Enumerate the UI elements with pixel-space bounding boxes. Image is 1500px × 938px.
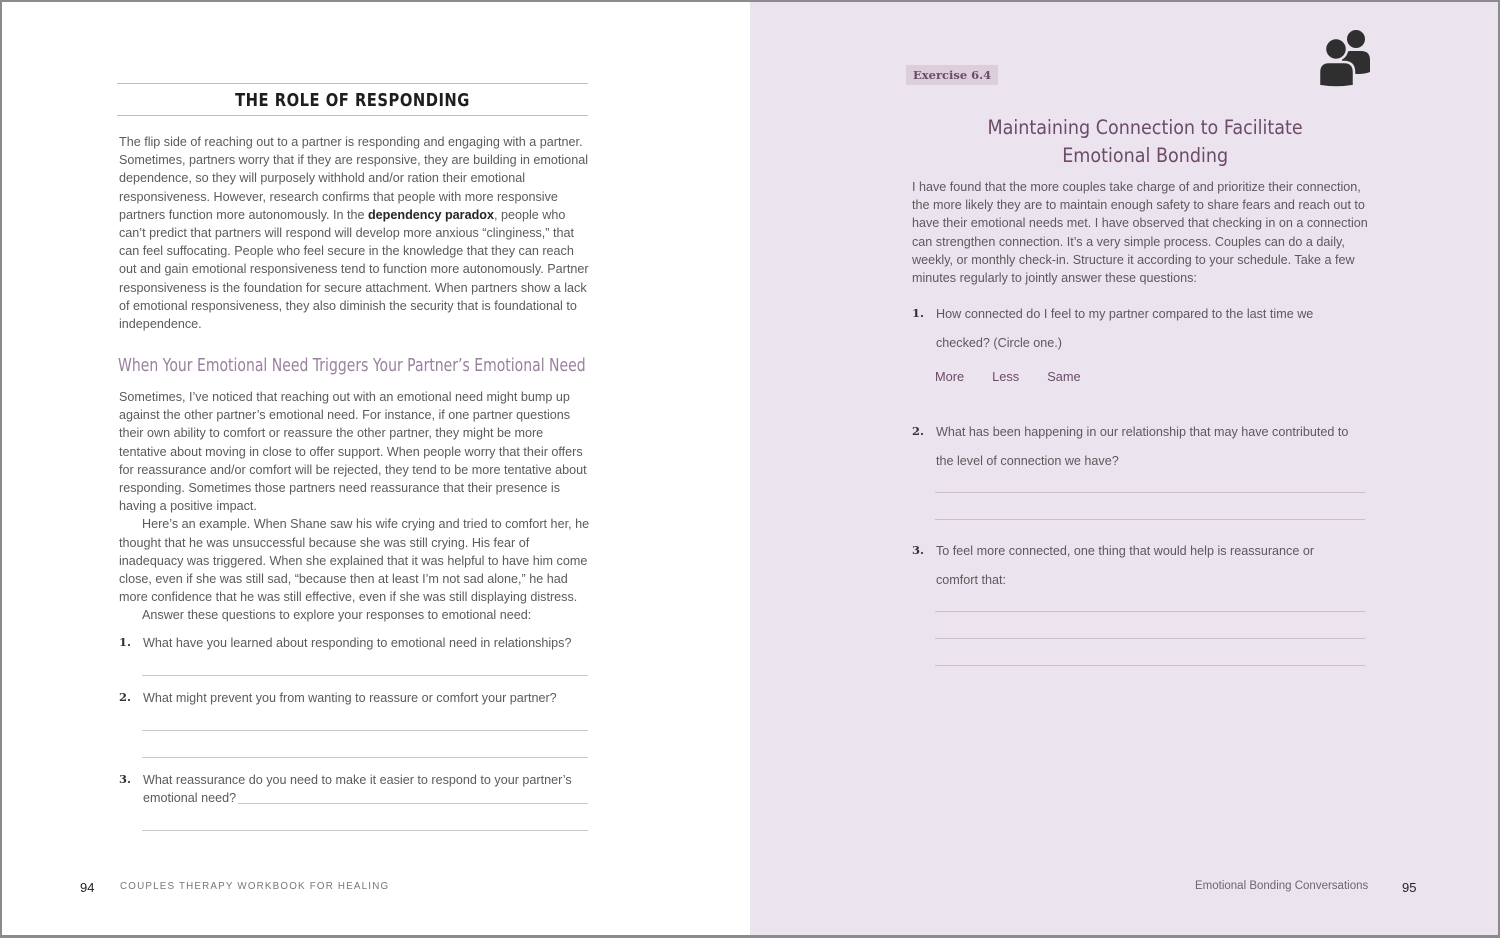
book-spread	[2, 2, 1498, 935]
right-question-2	[912, 418, 1367, 475]
body-paragraphs	[119, 388, 591, 625]
question-text: What has been happening in our relationship that may have contributed to the level of connection we have?	[936, 425, 1349, 468]
paragraph-dependency-paradox	[119, 133, 591, 333]
answer-line[interactable]	[142, 757, 588, 758]
answer-line[interactable]	[935, 492, 1365, 493]
question-text-content: What reassurance do you need to make it easier to respond to your partner’s emotional need?	[143, 773, 572, 806]
answer-line[interactable]	[142, 830, 588, 831]
left-question-2	[119, 689, 591, 707]
answer-line-inline[interactable]	[238, 803, 588, 804]
choice-more[interactable]: More	[935, 369, 965, 384]
paragraph-text: The flip side of reaching out to a partner is responding and engaging with a partner. Sometimes, partners worry that if they are responsive, they are building in emotional dependence, so they will purposely withhold and/or ration their emotional responsiveness. However, research confirms that people with more responsive partners function more autonomously. In the	[119, 135, 588, 222]
running-head-right: Emotional Bonding Conversations	[1195, 880, 1369, 892]
answer-line[interactable]	[935, 665, 1365, 666]
question-number: 1.	[119, 635, 132, 649]
page-number-left: 94	[80, 880, 95, 895]
left-page	[2, 2, 750, 935]
people-icon	[1314, 24, 1378, 88]
question-text: What might prevent you from wanting to reassure or comfort your partner?	[143, 691, 557, 705]
choice-options	[935, 369, 1081, 384]
exercise-title-line-1: Maintaining Connection to Facilitate	[987, 116, 1303, 139]
question-text: What have you learned about responding to emotional need in relationships?	[143, 636, 572, 650]
section-heading: THE ROLE OF RESPONDING	[235, 90, 470, 111]
question-number: 1.	[912, 306, 925, 320]
paragraph-emotional-need: Sometimes, I’ve noticed that reaching out with an emotional need might bump up against the other partner’s emotional need. For instance, if one partner questions their own ability to comfort or reassure the other partner, they might be more tentative about moving in close to offer support. When people worry that their offers for reassurance and/or comfort will be rejected, they tend to be more tentative about responding. Sometimes those partners need reassurance that their presence is having a positive impact.	[119, 390, 587, 514]
page-number-right: 95	[1402, 880, 1417, 895]
paragraph-text: , people who can’t predict that partners will respond will develop more anxious “clinginess,” that can feel suffocating. People who feel secure in the knowledge that they can reach out and gain emotional responsiveness tend to function more autonomously. Partner responsiveness is the foundation for secure attachment. When partners show a lack of emotional responsiveness, they also diminish the security that is foundational to independence.	[119, 207, 589, 332]
choice-same[interactable]: Same	[1047, 369, 1081, 384]
question-number: 2.	[119, 690, 132, 704]
question-text: How connected do I feel to my partner compared to the last time we checked? (Circle one.)	[936, 307, 1314, 350]
choice-less[interactable]: Less	[992, 369, 1020, 384]
left-question-3	[119, 771, 591, 807]
answer-line[interactable]	[935, 519, 1365, 520]
question-text	[143, 771, 591, 807]
exercise-label: Exercise 6.4	[906, 65, 998, 85]
right-question-3	[912, 537, 1352, 594]
exercise-title	[920, 114, 1370, 170]
question-number: 2.	[912, 424, 925, 438]
question-text: To feel more connected, one thing that would help is reassurance or comfort that:	[936, 544, 1315, 587]
right-question-1	[912, 300, 1352, 357]
subheading: When Your Emotional Need Triggers Your Partner’s Emotional Need	[118, 356, 586, 376]
section-heading-box	[117, 83, 588, 116]
question-number: 3.	[119, 772, 132, 786]
exercise-title-line-2: Emotional Bonding	[1062, 144, 1228, 167]
paragraph-example: Here’s an example. When Shane saw his wife crying and tried to comfort her, he thought that he was unsuccessful because she was still crying. His fear of inadequacy was triggered. When she explained that it was helpful to have him come close, even if she was still sad, “because then at least I’m not sad alone,” he had more confidence that he was still effective, even if she was still displaying distress.	[119, 517, 590, 605]
answer-line[interactable]	[142, 675, 588, 676]
right-page	[750, 2, 1498, 935]
answer-line[interactable]	[935, 638, 1365, 639]
running-head-left: COUPLES THERAPY WORKBOOK FOR HEALING	[120, 881, 390, 892]
paragraph-instructions: Answer these questions to explore your responses to emotional need:	[142, 608, 532, 623]
answer-line[interactable]	[142, 730, 588, 731]
left-question-1	[119, 634, 591, 652]
answer-line[interactable]	[935, 611, 1365, 612]
term-dependency-paradox: dependency paradox	[367, 207, 494, 222]
question-number: 3.	[912, 543, 925, 557]
exercise-intro: I have found that the more couples take charge of and prioritize their connection, the more likely they are to maintain enough safety to share fears and reach out to have their emotional needs met. I have observed that checking in on a connection can strengthen connection. It’s a very simple process. Couples can do a daily, weekly, or monthly check-in. Structure it according to your schedule. Take a few minutes regularly to jointly answer these questions:	[912, 180, 1368, 286]
